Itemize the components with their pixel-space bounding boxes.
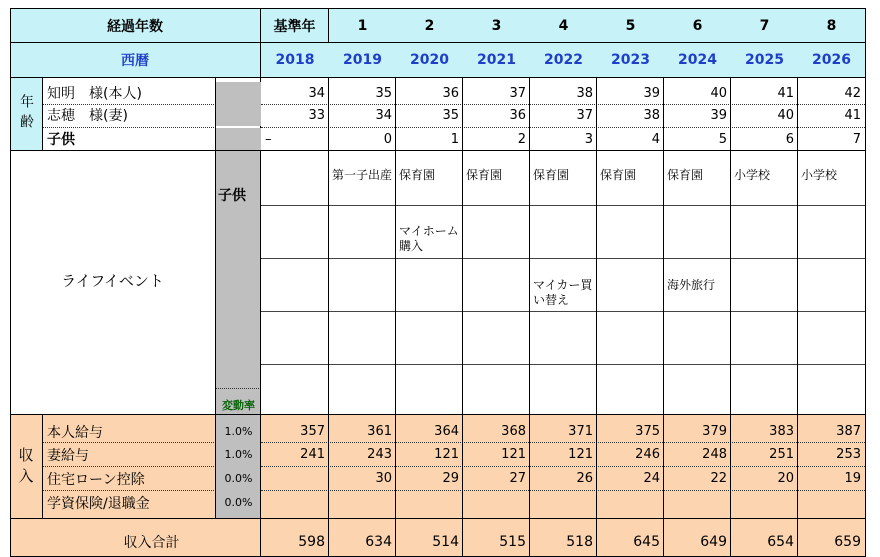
income-value-cell[interactable]: 251: [769, 447, 794, 462]
age-value-cell[interactable]: 36: [442, 85, 459, 101]
grid-hline: [261, 258, 865, 259]
life-event-cell[interactable]: 小学校: [801, 168, 838, 182]
grid-hline: [10, 518, 866, 519]
grid-dotted: [216, 388, 261, 389]
life-event-cell[interactable]: 第一子出産: [332, 168, 393, 182]
income-value-cell[interactable]: 29: [442, 471, 459, 486]
income-total-cell[interactable]: 598: [298, 533, 325, 550]
income-value-cell[interactable]: 379: [702, 424, 727, 439]
calendar-year-cell[interactable]: 2026: [798, 43, 865, 77]
grid-vline: [10, 8, 11, 557]
year-number-cell[interactable]: 3: [463, 9, 530, 42]
income-total-cell[interactable]: 514: [432, 533, 459, 550]
income-value-cell[interactable]: 27: [509, 471, 526, 486]
income-value-cell[interactable]: 357: [300, 424, 325, 439]
income-value-cell[interactable]: 121: [434, 447, 459, 462]
year-number-cell[interactable]: 2: [396, 9, 463, 42]
year-number-cell[interactable]: 5: [597, 9, 664, 42]
income-value-cell[interactable]: [597, 491, 664, 514]
grid-hline: [261, 311, 865, 312]
income-value-cell[interactable]: 243: [367, 447, 392, 462]
income-value-cell[interactable]: 375: [635, 424, 660, 439]
calendar-year-cell[interactable]: 2021: [463, 43, 530, 77]
age-value-cell[interactable]: 39: [643, 85, 660, 101]
age-rate-cell: [216, 128, 261, 150]
change-rate-label: 変動率: [222, 399, 255, 412]
income-value-cell[interactable]: 19: [844, 471, 861, 486]
income-total-cell[interactable]: 654: [767, 533, 794, 550]
income-value-cell[interactable]: 121: [568, 447, 593, 462]
age-value-cell[interactable]: 0: [383, 131, 392, 147]
income-value-cell[interactable]: [329, 491, 396, 514]
age-value-cell[interactable]: –: [265, 131, 272, 147]
elapsed-years-header[interactable]: 経過年数: [10, 9, 260, 42]
life-event-cell[interactable]: 保育園: [533, 168, 570, 182]
age-rate-cell: [216, 82, 261, 104]
income-value-cell[interactable]: [261, 467, 329, 490]
income-value-cell[interactable]: [396, 491, 463, 514]
age-value-cell[interactable]: 37: [509, 85, 526, 101]
age-value-cell[interactable]: 34: [308, 85, 325, 101]
calendar-year-cell[interactable]: 2022: [530, 43, 597, 77]
income-value-cell[interactable]: 364: [434, 424, 459, 439]
age-value-cell[interactable]: 41: [777, 85, 794, 101]
age-row-name[interactable]: 子供: [47, 132, 75, 148]
life-event-cell[interactable]: マイホーム購入: [399, 224, 459, 253]
income-value-cell[interactable]: 22: [710, 471, 727, 486]
age-value-cell[interactable]: 36: [509, 107, 526, 123]
age-value-cell[interactable]: 2: [517, 131, 526, 147]
age-value-cell[interactable]: 41: [844, 107, 861, 123]
grid-vline: [865, 8, 866, 557]
income-value-cell[interactable]: [530, 491, 597, 514]
age-value-cell[interactable]: 39: [710, 107, 727, 123]
age-value-cell[interactable]: 5: [718, 131, 727, 147]
age-value-cell[interactable]: 35: [375, 85, 392, 101]
year-number-cell[interactable]: 8: [798, 9, 865, 42]
age-value-cell[interactable]: 34: [375, 107, 392, 123]
calendar-year-cell[interactable]: 2018: [261, 43, 329, 77]
life-event-cell[interactable]: 保育園: [600, 168, 637, 182]
year-number-cell[interactable]: 7: [731, 9, 798, 42]
income-total-cell[interactable]: 649: [700, 533, 727, 550]
income-row-name[interactable]: 本人給与: [47, 424, 103, 441]
seireki-header[interactable]: 西暦: [10, 43, 260, 77]
age-rate-cell: [216, 104, 261, 126]
income-value-cell[interactable]: [731, 491, 798, 514]
income-total-cell[interactable]: 634: [365, 533, 392, 550]
income-value-cell[interactable]: 248: [702, 447, 727, 462]
income-total-cell[interactable]: 518: [566, 533, 593, 550]
age-row-name[interactable]: 志穂 様(妻): [47, 108, 128, 124]
calendar-year-cell[interactable]: 2025: [731, 43, 798, 77]
income-value-cell[interactable]: 30: [375, 471, 392, 486]
income-total-cell[interactable]: 645: [633, 533, 660, 550]
income-value-cell[interactable]: 246: [635, 447, 660, 462]
income-value-cell[interactable]: [261, 491, 329, 514]
income-total-cell[interactable]: 515: [499, 533, 526, 550]
calendar-year-cell[interactable]: 2019: [329, 43, 396, 77]
income-value-cell[interactable]: 241: [300, 447, 325, 462]
age-value-cell[interactable]: 1: [450, 131, 459, 147]
income-section-label: 収入: [16, 447, 35, 489]
income-value-cell[interactable]: 368: [501, 424, 526, 439]
income-value-cell[interactable]: 121: [501, 447, 526, 462]
year-number-cell[interactable]: 1: [329, 9, 396, 42]
income-row-name[interactable]: 妻給与: [47, 447, 89, 464]
age-value-cell[interactable]: 35: [442, 107, 459, 123]
age-value-cell[interactable]: 33: [308, 107, 325, 123]
income-total-label: 収入合計: [123, 534, 180, 551]
calendar-year-cell[interactable]: 2024: [664, 43, 731, 77]
life-event-cell[interactable]: 海外旅行: [667, 278, 716, 292]
age-row-name[interactable]: 知明 様(本人): [47, 86, 142, 102]
income-rate-cell[interactable]: 0.0%: [224, 496, 253, 509]
age-value-cell[interactable]: 6: [785, 131, 794, 147]
income-total-cell[interactable]: 659: [834, 533, 861, 550]
income-value-cell[interactable]: 387: [836, 424, 861, 439]
income-rate-cell[interactable]: 0.0%: [224, 472, 253, 485]
income-value-cell[interactable]: [798, 491, 865, 514]
income-rate-cell[interactable]: 1.0%: [224, 448, 253, 461]
calendar-year-cell[interactable]: 2023: [597, 43, 664, 77]
life-event-cell[interactable]: 小学校: [734, 168, 771, 182]
income-value-cell[interactable]: 383: [769, 424, 794, 439]
base-year-header[interactable]: 基準年: [261, 9, 328, 42]
age-value-cell[interactable]: 38: [643, 107, 660, 123]
year-number-cell[interactable]: 4: [530, 9, 597, 42]
income-rate-cell[interactable]: 1.0%: [224, 425, 253, 438]
income-value-cell[interactable]: [664, 491, 731, 514]
year-number-cell[interactable]: 6: [664, 9, 731, 42]
age-value-cell[interactable]: 42: [844, 85, 861, 101]
income-value-cell[interactable]: 371: [568, 424, 593, 439]
calendar-year-cell[interactable]: 2020: [396, 43, 463, 77]
income-value-cell[interactable]: 24: [643, 471, 660, 486]
grid-hline: [10, 150, 866, 151]
income-value-cell[interactable]: [463, 491, 530, 514]
life-event-cell[interactable]: 保育園: [399, 168, 436, 182]
age-value-cell[interactable]: 3: [584, 131, 593, 147]
grid-hline: [261, 205, 865, 206]
child-label: 子供: [218, 188, 246, 204]
life-event-cell[interactable]: マイカー買い替え: [533, 278, 593, 307]
age-value-cell[interactable]: 4: [651, 131, 660, 147]
life-event-cell[interactable]: 保育園: [667, 168, 704, 182]
income-row-name[interactable]: 学資保険/退職金: [47, 495, 150, 512]
life-event-cell[interactable]: 保育園: [466, 168, 503, 182]
grid-hline: [261, 364, 865, 365]
income-value-cell[interactable]: 361: [367, 424, 392, 439]
life-events-label: ライフイベント: [61, 271, 164, 290]
age-value-cell[interactable]: 40: [777, 107, 794, 123]
income-value-cell[interactable]: 26: [576, 471, 593, 486]
age-value-cell[interactable]: 40: [710, 85, 727, 101]
income-value-cell[interactable]: 253: [836, 447, 861, 462]
age-value-cell[interactable]: 7: [852, 131, 861, 147]
income-value-cell[interactable]: 20: [777, 471, 794, 486]
age-section-label: 年齢: [10, 78, 42, 150]
income-row-name[interactable]: 住宅ローン控除: [47, 471, 145, 488]
grid-hline: [10, 414, 866, 415]
age-value-cell[interactable]: 38: [576, 85, 593, 101]
age-value-cell[interactable]: 37: [576, 107, 593, 123]
grid-hline: [10, 77, 866, 78]
